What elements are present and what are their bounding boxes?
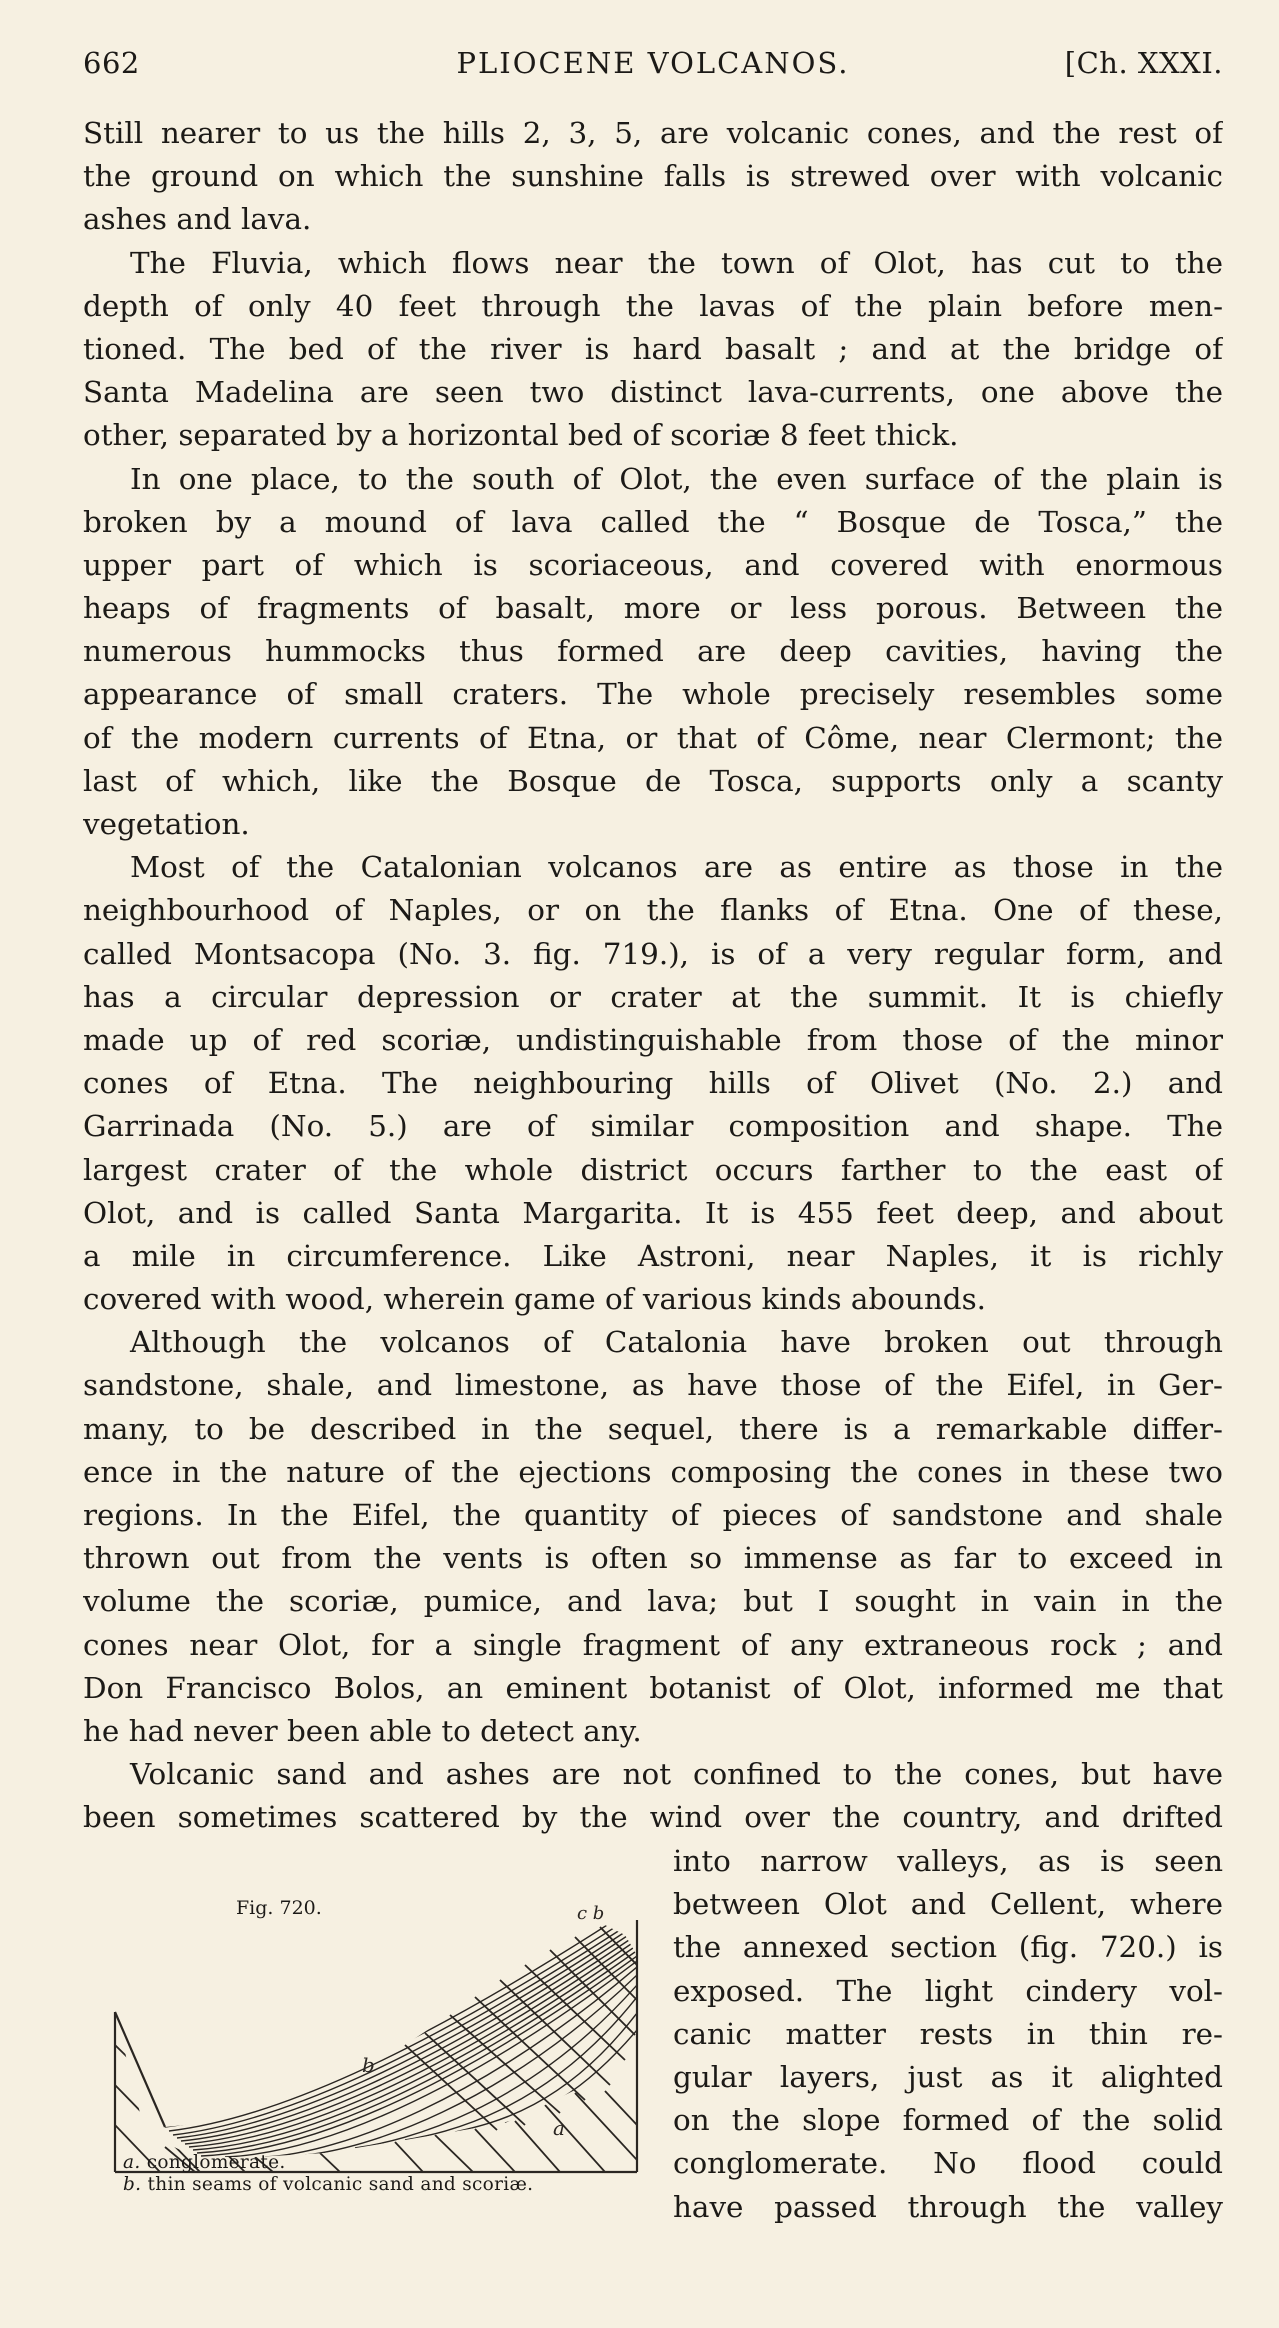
chapter-label: [Ch. XXXI.	[1064, 46, 1223, 80]
text-line: depth of only 40 feet through the lavas of the plain before men-	[83, 288, 1223, 323]
running-title: PLIOCENE VOLCANOS.	[456, 46, 850, 80]
text-line: been sometimes scattered by the wind over the country, and drifted	[83, 1800, 1223, 1835]
text-line: heaps of fragments of basalt, more or less porous. Between the	[83, 591, 1223, 626]
text-line: called Montsacopa (No. 3. fig. 719.), is of a very regular form, and	[83, 936, 1223, 971]
text-line: vegetation.	[83, 807, 250, 841]
text-line: Although the volcanos of Catalonia have broken out through	[130, 1325, 1223, 1360]
text-line: into narrow valleys, as is seen	[673, 1844, 1223, 1878]
text-line: has a circular depression or crater at the summit. It is chiefly	[83, 979, 1223, 1014]
text-line: of the modern currents of Etna, or that of Côme, near Clermont; the	[83, 720, 1223, 755]
text-line: the ground on which the sunshine falls is strewed over with volcanic	[83, 159, 1223, 194]
text-line: Most of the Catalonian volcanos are as entire as those in the	[130, 850, 1223, 885]
text-line: upper part of which is scoriaceous, and covered with enormous	[83, 547, 1223, 582]
text-line: ence in the nature of the ejections composing the cones in these two	[83, 1454, 1223, 1489]
text-line: Garrinada (No. 5.) are of similar composition and shape. The	[83, 1109, 1223, 1144]
text-line: Santa Madelina are seen two distinct lava-currents, one above the	[83, 375, 1223, 410]
text-line: have passed through the valley	[673, 2189, 1223, 2224]
text-line: neighbourhood of Naples, or on the flanks of Etna. One of these,	[83, 893, 1223, 928]
letter-a-label: a	[553, 2116, 565, 2140]
text-line: covered with wood, wherein game of various kinds abounds.	[83, 1282, 987, 1317]
text-line: ashes and lava.	[83, 202, 312, 237]
text-line: other, separated by a horizontal bed of scoriæ 8 feet thick.	[83, 418, 959, 453]
text-line: cones near Olot, for a single fragment of any extraneous rock ; and	[83, 1627, 1223, 1662]
text-line: gular layers, just as it alighted	[673, 2059, 1223, 2094]
text-line: Don Francisco Bolos, an eminent botanist of Olot, informed me that	[83, 1670, 1223, 1705]
text-line: Volcanic sand and ashes are not confined to the cones, but have	[130, 1757, 1223, 1792]
caption-line-a	[123, 2152, 653, 2174]
text-line: the annexed section (fig. 720.) is	[673, 1930, 1223, 1965]
text-line: between Olot and Cellent, where	[673, 1887, 1223, 1922]
text-line: made up of red scoriæ, undistinguishable from those of the minor	[83, 1022, 1223, 1057]
text-line: tioned. The bed of the river is hard basalt ; and at the bridge of	[83, 331, 1223, 366]
text-line: on the slope formed of the solid	[673, 2103, 1223, 2138]
text-line: The Fluvia, which flows near the town of Olot, has cut to the	[130, 245, 1223, 280]
figure-720-section	[105, 1895, 650, 2180]
caption-a-letter: a.	[123, 2152, 141, 2173]
text-line: volume the scoriæ, pumice, and lava; but I sought in vain in the	[83, 1584, 1223, 1619]
page-number: 662	[83, 46, 140, 80]
letter-c-label: c b	[577, 1903, 605, 1924]
wrapped-text	[673, 1840, 1223, 2229]
seams-layer	[165, 1920, 637, 2157]
letter-b-label: b	[362, 2053, 375, 2077]
text-line: many, to be described in the sequel, there is a remarkable differ-	[83, 1411, 1223, 1446]
caption-a-text: conglomerate.	[146, 2152, 286, 2173]
figure-label: Fig. 720.	[236, 1897, 322, 1919]
text-line: he had never been able to detect any.	[83, 1713, 642, 1748]
text-line: largest crater of the whole district occurs farther to the east of	[83, 1152, 1223, 1187]
text-line: Still nearer to us the hills 2, 3, 5, are volcanic cones, and the rest of	[83, 116, 1223, 150]
text-line: last of which, like the Bosque de Tosca, supports only a scanty	[83, 763, 1223, 798]
text-line: canic matter rests in thin re-	[673, 2016, 1223, 2051]
text-line: broken by a mound of lava called the “ Bosque de Tosca,” the	[83, 504, 1223, 539]
caption-b-letter: b.	[123, 2174, 142, 2195]
text-line: numerous hummocks thus formed are deep cavities, having the	[83, 634, 1223, 669]
text-line: a mile in circumference. Like Astroni, near Naples, it is richly	[83, 1238, 1223, 1273]
text-line: Olot, and is called Santa Margarita. It is 455 feet deep, and about	[83, 1195, 1223, 1230]
caption-b-text: thin seams of volcanic sand and scoriæ.	[147, 2174, 534, 2195]
text-line: thrown out from the vents is often so immense as far to exceed in	[83, 1541, 1223, 1576]
running-header	[83, 46, 1223, 96]
figure-caption	[123, 2152, 653, 2196]
caption-line-b	[123, 2174, 653, 2196]
text-line: In one place, to the south of Olot, the even surface of the plain is	[130, 461, 1223, 496]
text-line: appearance of small craters. The whole precisely resembles some	[83, 677, 1223, 712]
text-line: exposed. The light cindery vol-	[673, 1973, 1223, 2008]
text-line: cones of Etna. The neighbouring hills of Olivet (No. 2.) and	[83, 1066, 1223, 1101]
text-line: sandstone, shale, and limestone, as have those of the Eifel, in Ger-	[83, 1368, 1223, 1403]
text-line: regions. In the Eifel, the quantity of pieces of sandstone and shale	[83, 1498, 1223, 1532]
text-line: conglomerate. No flood could	[673, 2146, 1223, 2181]
body-text	[83, 112, 1223, 1840]
